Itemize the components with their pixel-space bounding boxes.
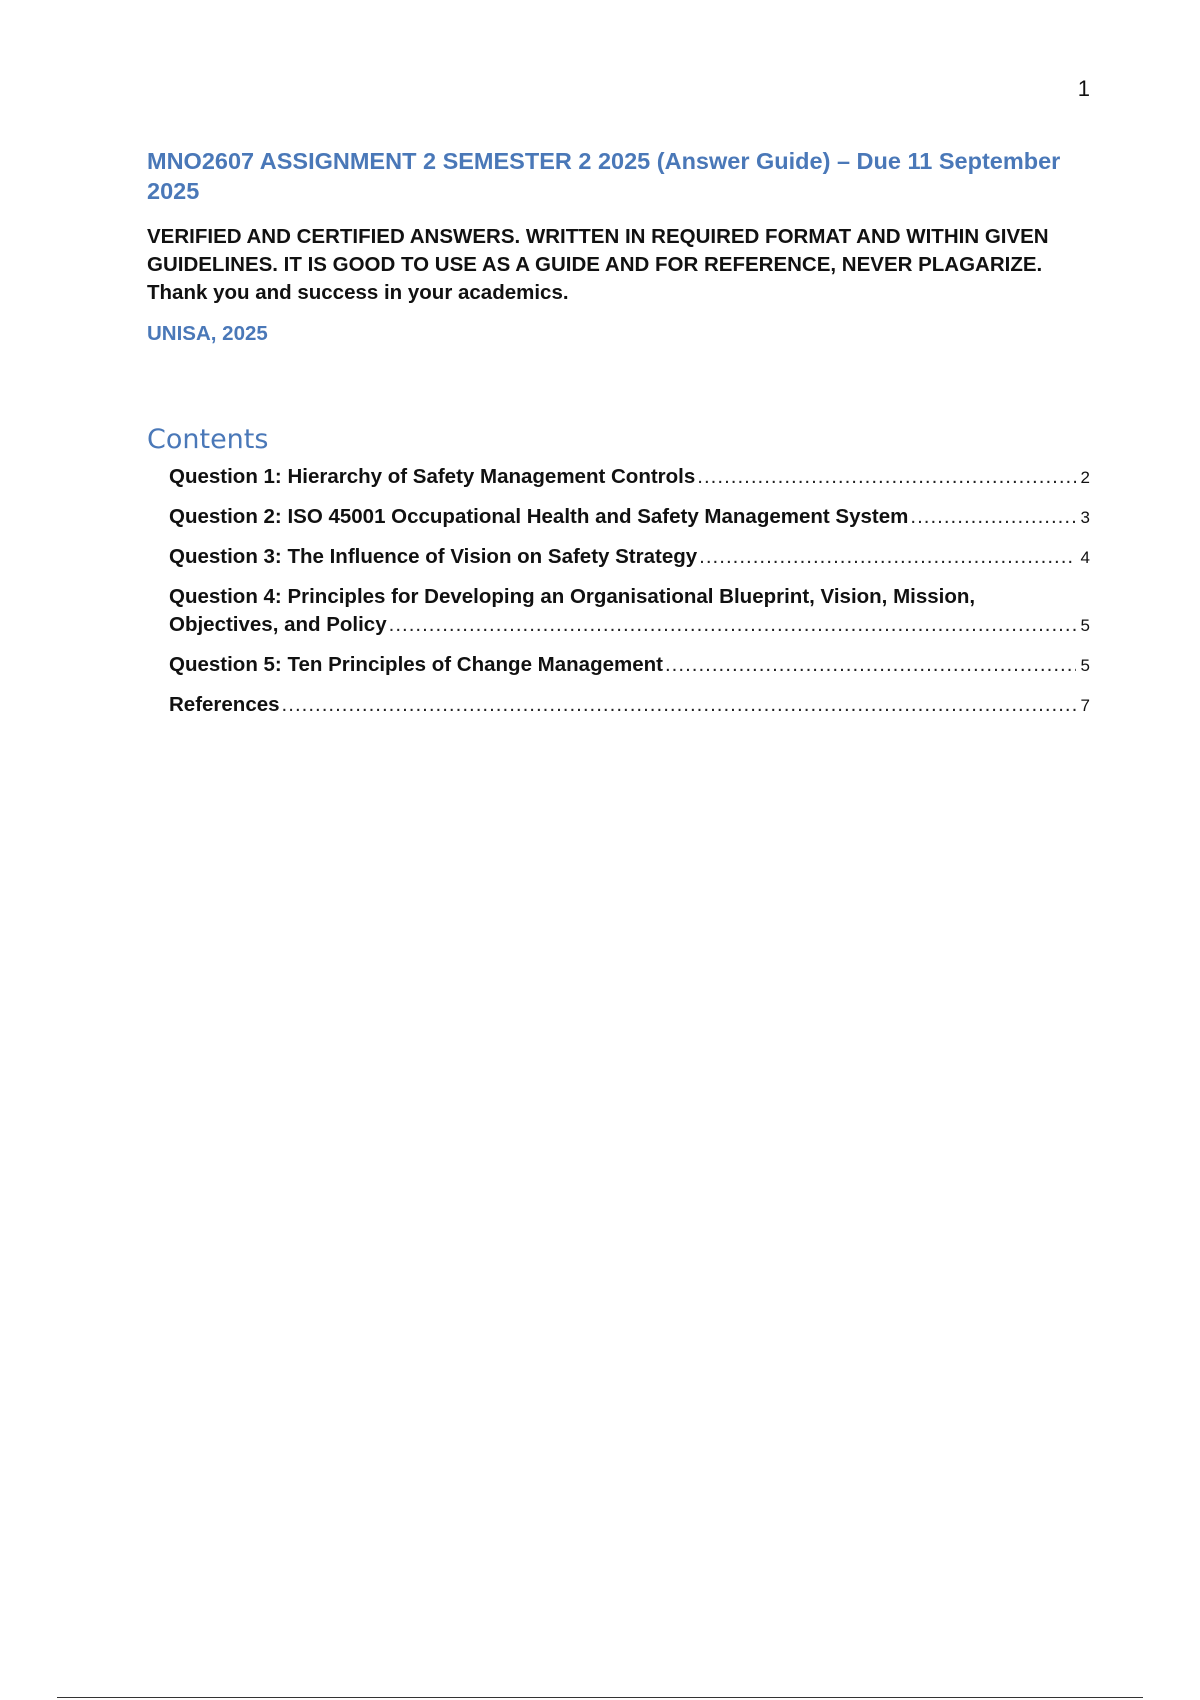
toc-leader-dots — [665, 651, 1076, 679]
toc-entry-page: 3 — [1080, 508, 1090, 527]
toc-entry-line-2 — [169, 611, 1090, 640]
disclaimer-trailing-text: Thank you and success in your academics. — [147, 281, 569, 304]
disclaimer-paragraph — [147, 223, 1092, 307]
toc-leader-dots — [282, 691, 1076, 719]
toc-entry-question-4[interactable] — [169, 583, 1090, 640]
disclaimer-bold-text: VERIFIED AND CERTIFIED ANSWERS. WRITTEN IN REQUIRED FORMAT AND WITHIN GIVEN GUIDELINES. IT IS GOOD TO USE AS A GUIDE AND FOR REFERENCE, NEVER PLAGARIZE. — [147, 225, 1049, 276]
toc-entry-page: 5 — [1080, 656, 1090, 675]
toc-entry-text: Question 3: The Influence of Vision on Safety Strategy — [169, 545, 698, 568]
toc-entry-question-3[interactable] — [169, 543, 1090, 572]
toc-entry-text: Question 2: ISO 45001 Occupational Health and Safety Management System — [169, 505, 909, 528]
toc-entry-text: Question 5: Ten Principles of Change Management — [169, 653, 663, 676]
toc-leader-dots — [910, 503, 1076, 531]
table-of-contents — [169, 463, 1090, 731]
toc-entry-text: Question 1: Hierarchy of Safety Management Controls — [169, 465, 696, 488]
toc-leader-dots — [389, 611, 1076, 639]
toc-heading: Contents — [147, 424, 269, 455]
toc-entry-page: 4 — [1080, 548, 1090, 567]
document-title: MNO2607 ASSIGNMENT 2 SEMESTER 2 2025 (Answer Guide) – Due 11 September 2025 — [147, 148, 1061, 204]
toc-entry-page: 7 — [1080, 696, 1090, 715]
toc-entry-text: References — [169, 693, 280, 716]
toc-leader-dots — [697, 463, 1076, 491]
toc-entry-text-line-1: Question 4: Principles for Developing an Organisational Blueprint, Vision, Mission, — [169, 585, 976, 608]
toc-entry-references[interactable] — [169, 691, 1090, 720]
toc-entry-page: 2 — [1080, 468, 1090, 487]
toc-entry-question-5[interactable] — [169, 651, 1090, 680]
toc-entry-question-1[interactable] — [169, 463, 1090, 492]
toc-entry-question-2[interactable] — [169, 503, 1090, 532]
toc-entry-page: 5 — [1080, 616, 1090, 635]
organisation-year: UNISA, 2025 — [147, 322, 268, 345]
toc-entry-text-line-2: Objectives, and Policy — [169, 613, 387, 636]
toc-leader-dots — [699, 543, 1076, 571]
page-number: 1 — [1077, 76, 1090, 101]
footer-divider — [57, 1697, 1143, 1698]
